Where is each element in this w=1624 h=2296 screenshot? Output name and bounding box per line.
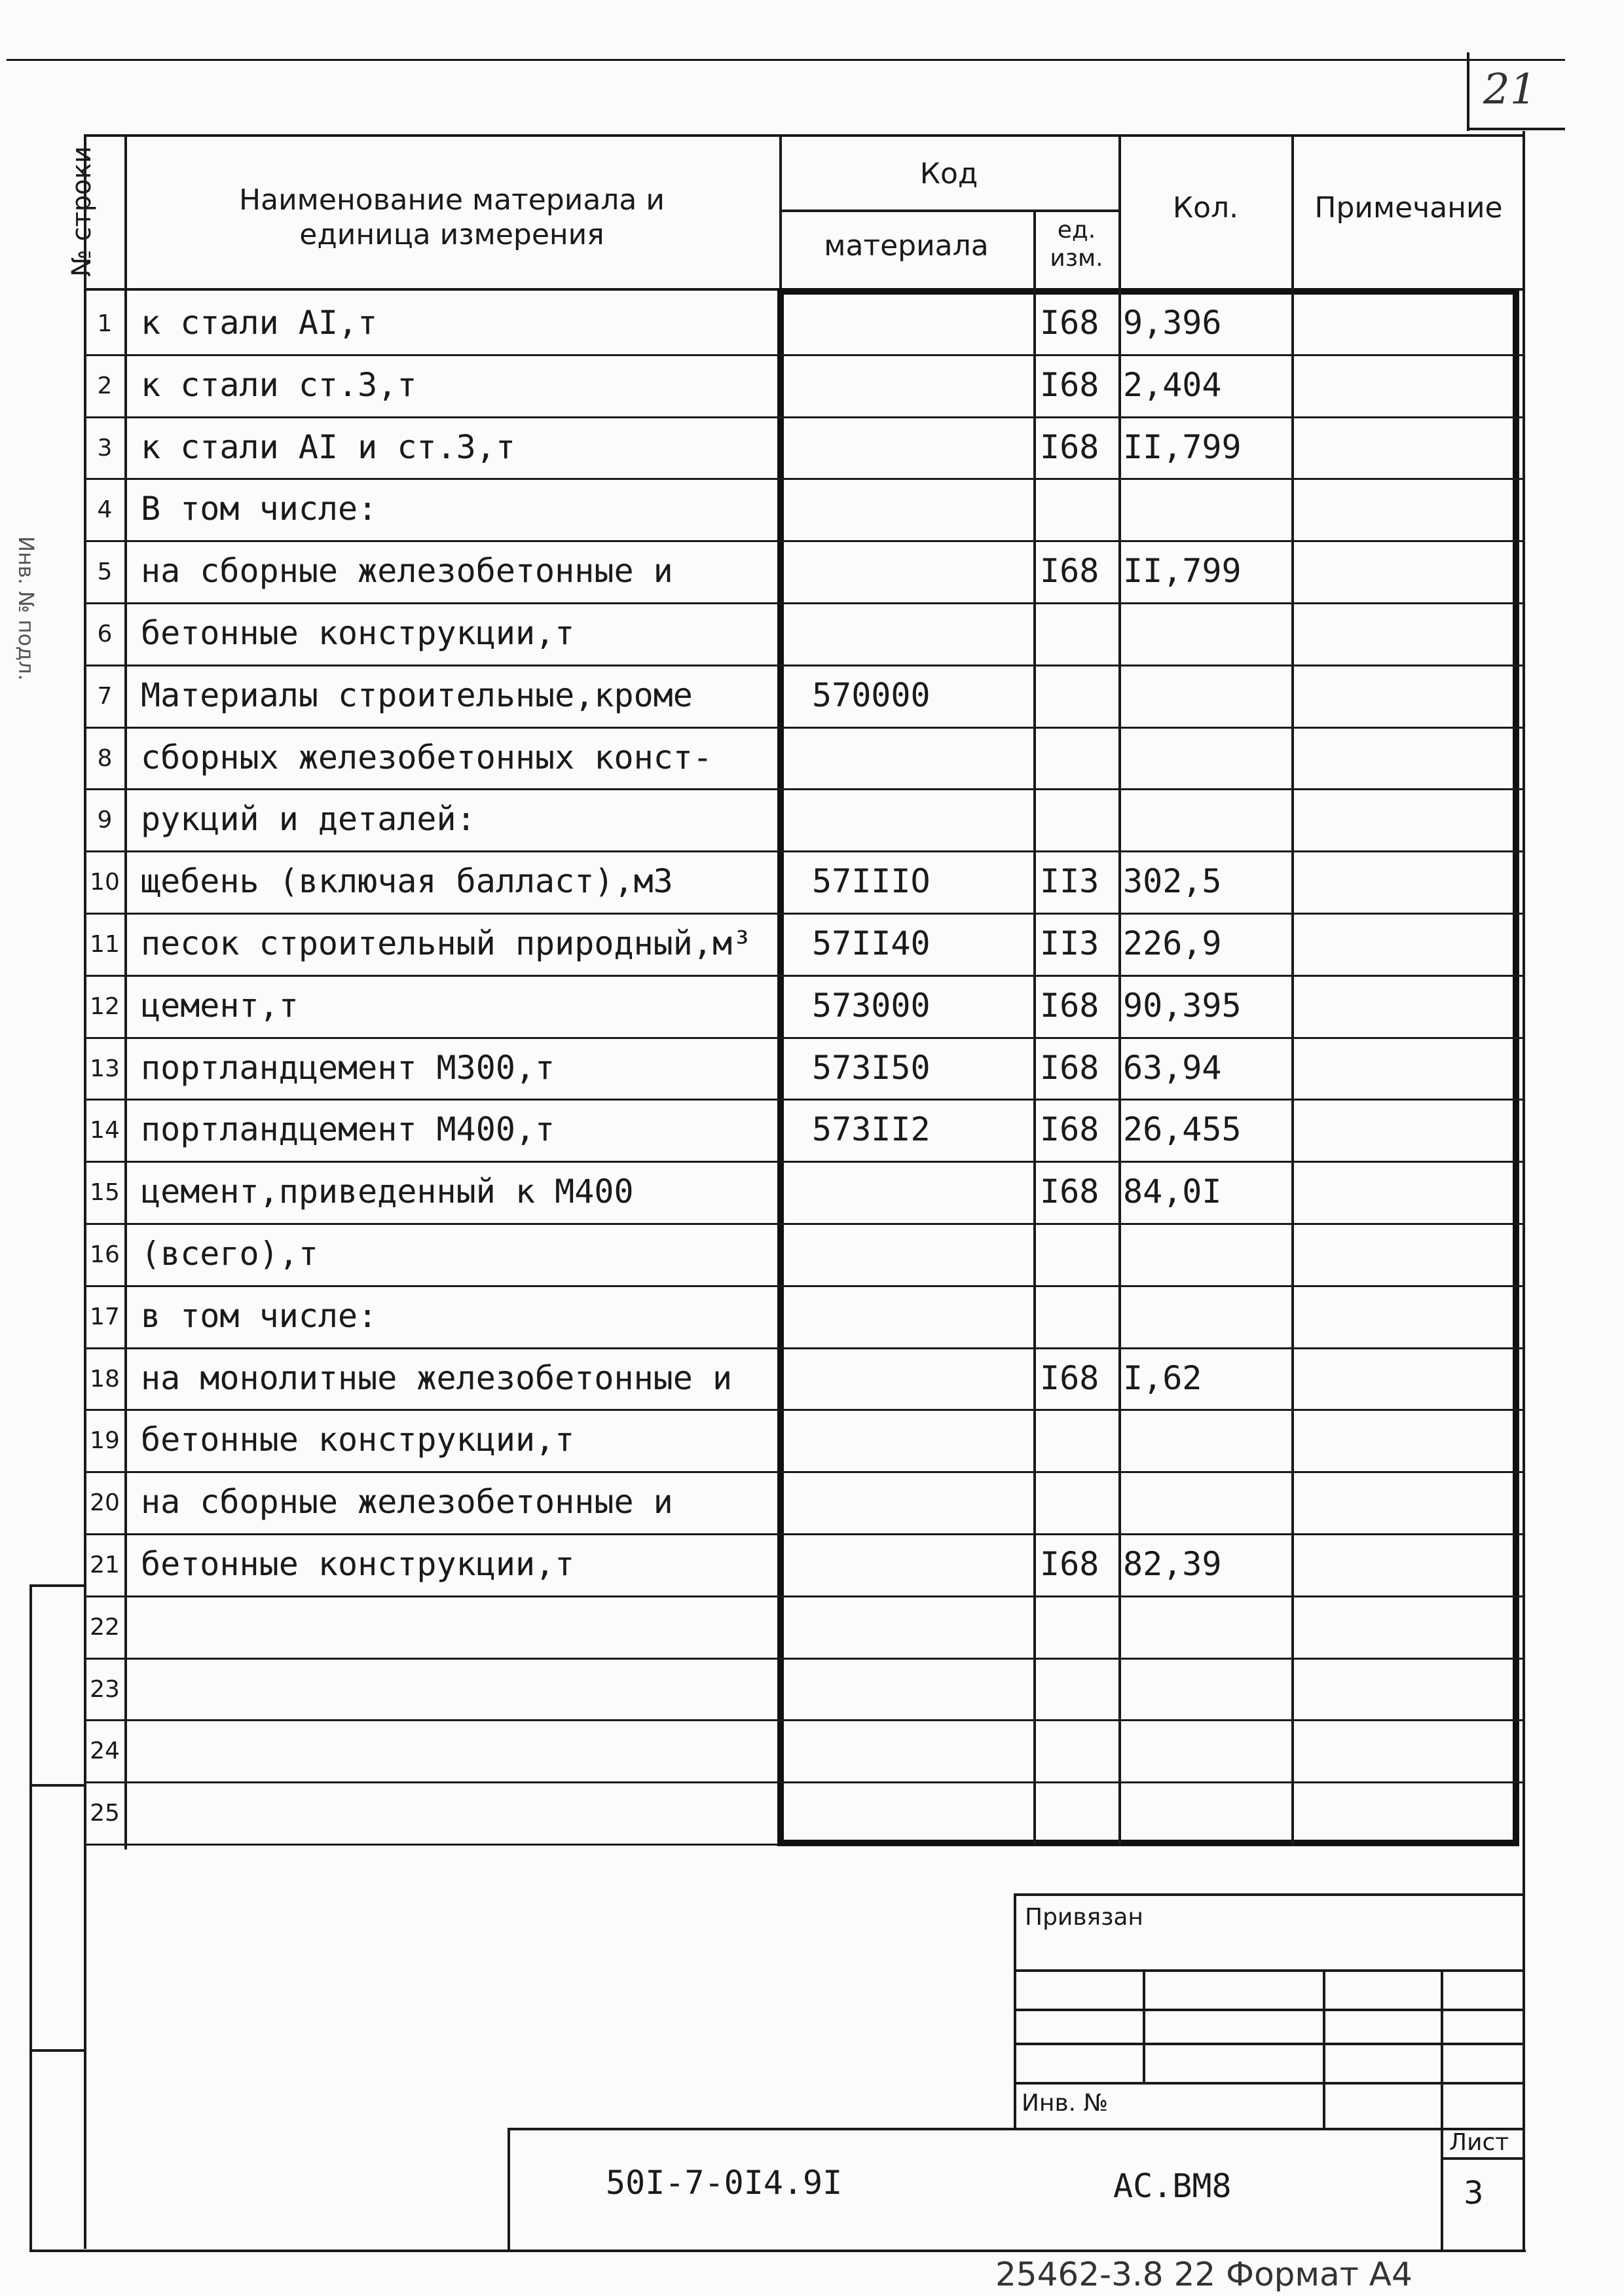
unit-code: I68 (1040, 428, 1099, 466)
row-number: 21 (90, 1552, 120, 1578)
unit-code: II3 (1040, 924, 1099, 962)
quantity: 84,0I (1123, 1173, 1222, 1211)
stamp-left (1014, 1893, 1016, 2129)
table-row (0, 1285, 1624, 1347)
row-number: 1 (97, 310, 113, 337)
table-row (0, 1719, 1624, 1781)
stamp-top-rule (1014, 1893, 1524, 1896)
table-row (0, 602, 1624, 665)
side-inventory-stamp: Инв. № подл. (14, 536, 39, 681)
row-number: 22 (90, 1614, 120, 1641)
sheet-label: Лист (1449, 2129, 1509, 2156)
header-material-code: материала (824, 229, 989, 263)
material-name: сборных железобетонных конст- (141, 738, 712, 776)
row-number: 17 (90, 1303, 120, 1330)
table-row (0, 354, 1624, 416)
row-number: 20 (90, 1489, 120, 1516)
row-number: 5 (97, 558, 113, 585)
sheet-number-box-left (1467, 52, 1469, 131)
unit-code: I68 (1040, 304, 1099, 342)
table-row (0, 1595, 1624, 1658)
row-separator (84, 1844, 779, 1846)
sheet-label-divider (1441, 2157, 1524, 2160)
material-name: на монолитные железобетонные и (141, 1359, 733, 1397)
unit-code: I68 (1040, 552, 1099, 590)
row-number: 8 (97, 745, 113, 772)
table-row (0, 1658, 1624, 1720)
row-number: 15 (90, 1179, 120, 1206)
table-row (0, 416, 1624, 479)
quantity: 26,455 (1123, 1110, 1242, 1148)
handwritten-sheet-number: 21 (1483, 65, 1537, 114)
table-row (0, 727, 1624, 789)
unit-code: I68 (1040, 1049, 1099, 1087)
header-quantity: Кол. (1172, 191, 1239, 225)
quantity: II,799 (1123, 552, 1242, 590)
sheet-value: 3 (1464, 2175, 1484, 2212)
row-number: 11 (90, 931, 120, 958)
material-name: на сборные железобетонные и (141, 552, 673, 590)
material-name: к стали АI и ст.3,т (141, 428, 515, 466)
quantity: 82,39 (1123, 1545, 1222, 1583)
material-name: бетонные конструкции,т (141, 1421, 575, 1459)
header-material-name: Наименование материала и единица измерения (239, 183, 665, 251)
material-name: щебень (включая балласт),м3 (141, 862, 673, 900)
quantity: 9,396 (1123, 304, 1222, 342)
material-name: Материалы строительные,кроме (141, 676, 693, 714)
stamp-line-2 (1014, 2009, 1524, 2011)
doc-block-top (507, 2128, 1524, 2130)
quantity: 90,395 (1123, 987, 1242, 1025)
quantity: I,62 (1123, 1359, 1202, 1397)
table-row (0, 788, 1624, 850)
code-header-divider (779, 210, 1118, 212)
row-number: 25 (90, 1800, 120, 1827)
material-code: 573000 (812, 987, 931, 1025)
table-row (0, 913, 1624, 975)
left-margin-lower (29, 2049, 85, 2052)
stamp-col-a (1143, 1969, 1145, 2082)
stamp-col-b (1323, 1969, 1325, 2129)
stamp-inv-label: Инв. № (1022, 2090, 1109, 2117)
material-code: 57IIIO (812, 862, 931, 900)
quantity: 226,9 (1123, 924, 1222, 962)
unit-code: I68 (1040, 987, 1099, 1025)
material-name: к стали ст.3,т (141, 366, 417, 404)
table-row (0, 1161, 1624, 1223)
table-row (0, 1223, 1624, 1285)
material-name: портландцемент М400,т (141, 1110, 555, 1148)
row-number: 4 (97, 496, 113, 523)
top-rule (7, 59, 1565, 61)
material-name: бетонные конструкции,т (141, 1545, 575, 1583)
row-number: 10 (90, 869, 120, 896)
material-name: В том числе: (141, 490, 378, 528)
row-number: 9 (97, 807, 113, 833)
material-code: 570000 (812, 676, 931, 714)
table-row (0, 665, 1624, 727)
material-name: на сборные железобетонные и (141, 1483, 673, 1521)
table-row (0, 1409, 1624, 1471)
doc-mark: АС.ВМ8 (1113, 2167, 1232, 2205)
table-row (0, 1781, 1624, 1844)
material-name: цемент,приведенный к М400 (141, 1173, 634, 1211)
table-row (0, 1347, 1624, 1410)
header-row-number: № строки (67, 146, 97, 277)
quantity: 302,5 (1123, 862, 1222, 900)
material-name: бетонные конструкции,т (141, 614, 575, 652)
material-name: в том числе: (141, 1297, 378, 1335)
material-name: (всего),т (141, 1235, 318, 1273)
table-row (0, 975, 1624, 1037)
unit-code: II3 (1040, 862, 1099, 900)
row-number: 14 (90, 1117, 120, 1144)
quantity: II,799 (1123, 428, 1242, 466)
table-top-border (84, 134, 1524, 137)
material-code: 573II2 (812, 1110, 931, 1148)
quantity: 2,404 (1123, 366, 1222, 404)
bottom-frame-line (29, 2250, 1526, 2252)
material-name: рукций и деталей: (141, 800, 476, 838)
table-row (0, 292, 1624, 354)
row-number: 16 (90, 1241, 120, 1268)
material-code: 57II40 (812, 924, 931, 962)
row-number: 19 (90, 1427, 120, 1454)
footer-format-text: 25462-3.8 22 Формат А4 (995, 2255, 1412, 2291)
stamp-col-c (1441, 1969, 1443, 2251)
table-row (0, 850, 1624, 913)
table-row (0, 1471, 1624, 1533)
table-row (0, 540, 1624, 602)
row-number: 7 (97, 683, 113, 710)
stamp-line-4 (1014, 2082, 1524, 2085)
doc-code: 50I-7-0I4.9I (606, 2164, 843, 2202)
row-number: 13 (90, 1055, 120, 1082)
stamp-line-1 (1014, 1969, 1524, 1972)
header-note: Примечание (1314, 191, 1503, 225)
doc-block-left (507, 2128, 510, 2251)
row-number: 18 (90, 1366, 120, 1393)
row-number: 2 (97, 373, 113, 399)
unit-code: I68 (1040, 1359, 1099, 1397)
unit-code: I68 (1040, 1545, 1099, 1583)
table-row (0, 1099, 1624, 1161)
header-unit: ед. изм. (1050, 217, 1103, 272)
stamp-line-3 (1014, 2043, 1524, 2045)
row-number: 23 (90, 1676, 120, 1703)
sheet-number-box-bottom (1467, 128, 1565, 130)
row-number: 24 (90, 1738, 120, 1764)
material-name: песок строительный природный,м³ (141, 924, 752, 962)
unit-code: I68 (1040, 366, 1099, 404)
table-row (0, 478, 1624, 540)
unit-code: I68 (1040, 1110, 1099, 1148)
material-name: цемент,т (141, 987, 299, 1025)
material-name: к стали АI,т (141, 304, 378, 342)
material-name: портландцемент М300,т (141, 1049, 555, 1087)
unit-code: I68 (1040, 1173, 1099, 1211)
table-row (0, 1533, 1624, 1595)
quantity: 63,94 (1123, 1049, 1222, 1087)
header-code: Код (919, 157, 978, 191)
table-row (0, 1037, 1624, 1099)
stamp-attached-label: Привязан (1025, 1904, 1143, 1931)
material-code: 573I50 (812, 1049, 931, 1087)
row-number: 3 (97, 435, 113, 462)
row-number: 12 (90, 993, 120, 1020)
row-number: 6 (97, 621, 113, 647)
